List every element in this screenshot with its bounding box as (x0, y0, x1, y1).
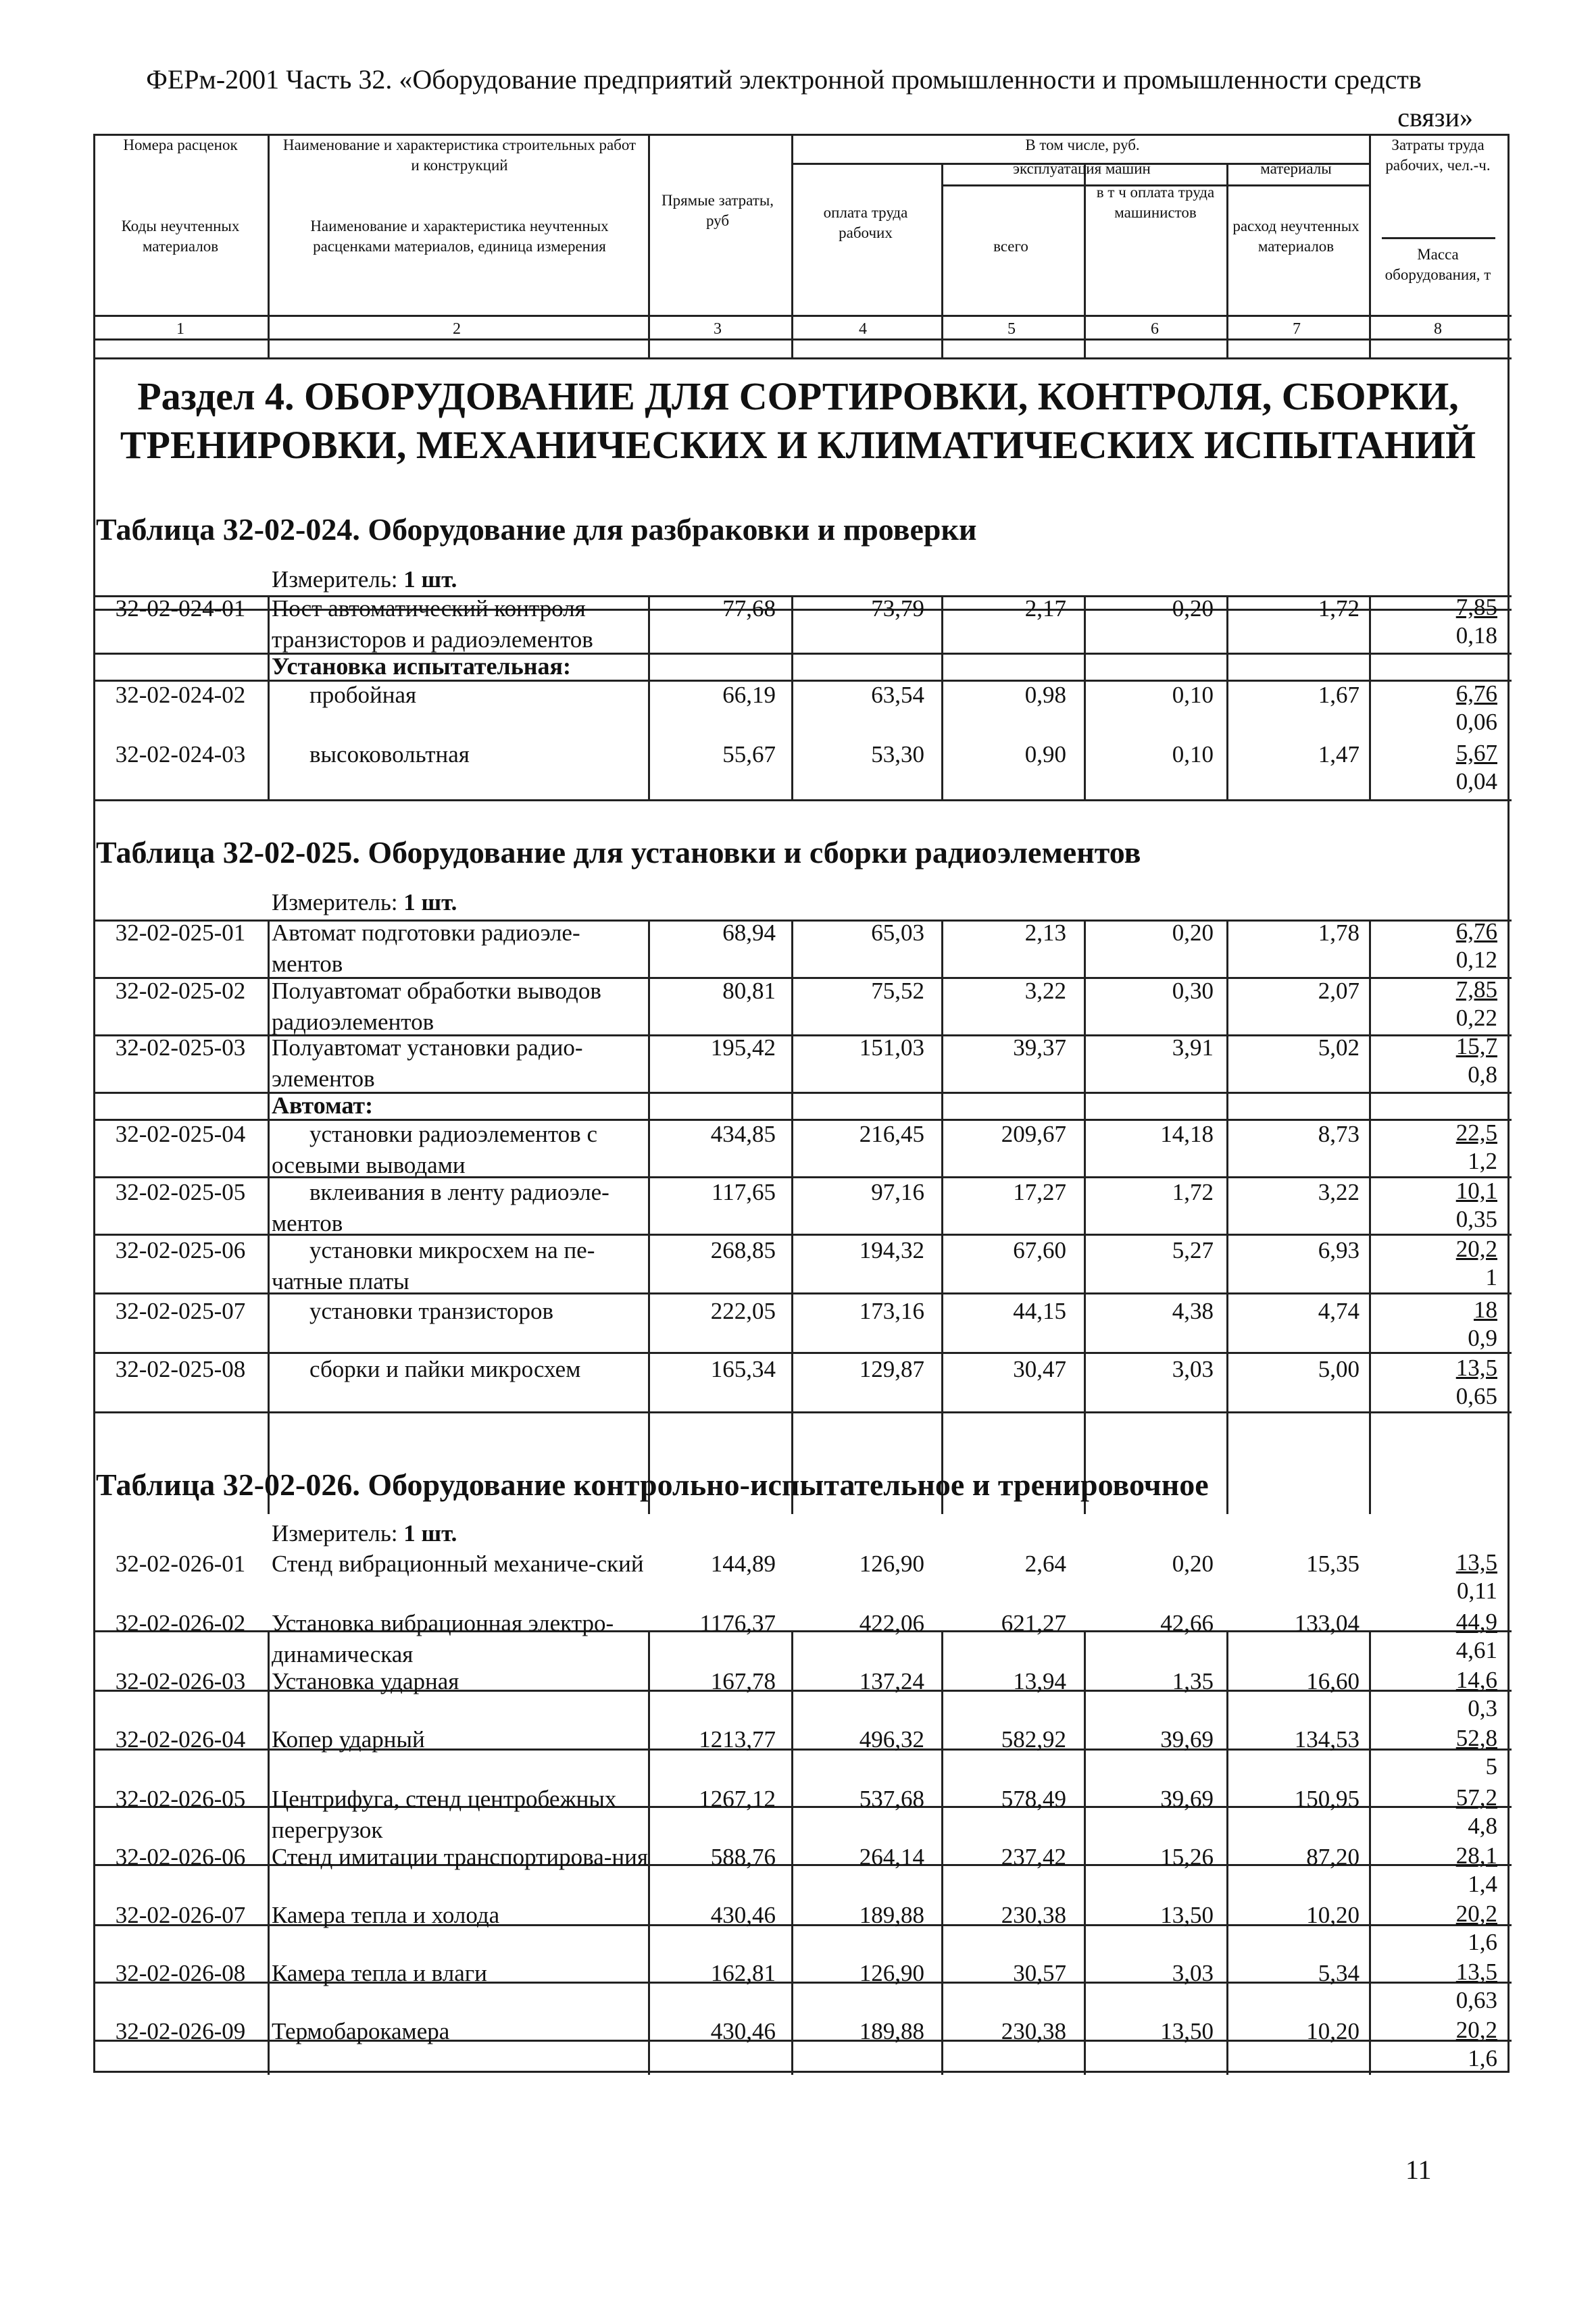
row-name: Копер ударный (272, 1726, 425, 1753)
wage-value: 537,68 (859, 1786, 924, 1812)
header-total: всего (993, 238, 1028, 255)
row-name: Полуавтомат установки радио-элементов (272, 1034, 583, 1092)
page-header (95, 59, 1473, 138)
direct-costs-value: 1213,77 (699, 1726, 776, 1753)
labor-mass-cell (1372, 1958, 1497, 2015)
machinist-value: 13,50 (1160, 1902, 1214, 1928)
mass-value: 0,63 (1455, 1987, 1497, 2013)
wage-value: 189,88 (859, 2018, 924, 2044)
materials-value: 5,02 (1318, 1034, 1360, 1061)
mass-value: 0,04 (1455, 768, 1497, 795)
direct-costs-value: 165,34 (710, 1356, 776, 1382)
mass-value: 0,3 (1468, 1695, 1497, 1721)
col-number: 2 (453, 320, 461, 338)
machinist-value: 0,20 (1172, 1551, 1214, 1577)
materials-value: 134,53 (1294, 1726, 1360, 1753)
row-name: высоковольтная (309, 741, 470, 768)
row-name: Автомат подготовки радиоэле-ментов (272, 920, 580, 977)
labor-mass-cell (1372, 1119, 1497, 1176)
materials-value: 1,47 (1318, 741, 1360, 768)
labor-value: 14,6 (1455, 1667, 1497, 1693)
section-title-line-2: ТРЕНИРОВКИ, МЕХАНИЧЕСКИХ И КЛИМАТИЧЕСКИХ ИСПЫТАНИЙ (120, 423, 1476, 467)
materials-value: 2,07 (1318, 978, 1360, 1004)
labor-mass-cell (1372, 1032, 1497, 1089)
labor-value: 7,85 (1455, 594, 1497, 620)
machines-value: 2,17 (1024, 595, 1066, 622)
wage-value: 496,32 (859, 1726, 924, 1753)
wage-value: 422,06 (859, 1610, 924, 1636)
measure-unit: Измеритель: 1 шт. (272, 889, 457, 915)
row-name: Пост автоматический контроля транзисторов и радиоэлементов (272, 595, 593, 653)
labor-mass-cell (1372, 1354, 1497, 1411)
header-col1-top: Номера расценок (123, 136, 238, 153)
row-code: 32-02-026-09 (115, 2018, 246, 2044)
machinist-value: 39,69 (1160, 1726, 1214, 1753)
row-code: 32-02-026-07 (115, 1902, 246, 1928)
machinist-value: 3,03 (1172, 1356, 1214, 1382)
materials-value: 4,74 (1318, 1298, 1360, 1324)
labor-mass-cell (1372, 593, 1497, 650)
materials-value: 5,34 (1318, 1960, 1360, 1986)
table-title: Таблица 32-02-025. Оборудование для установки и сборки радиоэлементов (96, 835, 1141, 870)
direct-costs-value: 117,65 (712, 1179, 776, 1205)
header-including: В том числе, руб. (1025, 136, 1140, 153)
mass-value: 1,4 (1468, 1871, 1497, 1897)
row-code: 32-02-026-06 (115, 1844, 246, 1870)
wage-value: 53,30 (871, 741, 924, 768)
col-number: 8 (1434, 320, 1442, 338)
direct-costs-value: 68,94 (722, 920, 776, 946)
row-code: 32-02-024-03 (115, 741, 246, 768)
header-line-2: связи» (1397, 102, 1473, 132)
col-number: 3 (714, 320, 722, 338)
wage-value: 194,32 (859, 1237, 924, 1263)
row-code: 32-02-025-05 (115, 1179, 246, 1205)
machines-value: 13,94 (1013, 1668, 1066, 1694)
col-number: 1 (176, 320, 184, 338)
wage-value: 126,90 (859, 1551, 924, 1577)
wage-value: 189,88 (859, 1902, 924, 1928)
row-name: Установка вибрационная электро-динамическая (272, 1610, 614, 1667)
direct-costs-value: 144,89 (710, 1551, 776, 1577)
machines-value: 621,27 (1001, 1610, 1066, 1636)
header-exploitation: эксплуатация машин (1013, 160, 1151, 177)
subheading: Автомат: (272, 1092, 374, 1119)
labor-value: 18 (1474, 1297, 1497, 1323)
labor-value: 10,1 (1455, 1178, 1497, 1204)
labor-mass-cell (1372, 739, 1497, 796)
machines-value: 0,98 (1024, 682, 1066, 708)
header-rule (95, 357, 1512, 359)
page-number: 11 (1405, 2155, 1432, 2185)
labor-mass-cell (1372, 1842, 1497, 1898)
machines-value: 30,47 (1013, 1356, 1066, 1382)
col-divider (268, 1630, 270, 2075)
materials-value: 87,20 (1306, 1844, 1360, 1870)
header-col1-bottom: Коды неучтенных материалов (121, 218, 240, 255)
machinist-value: 5,27 (1172, 1237, 1214, 1263)
mass-value: 5 (1485, 1753, 1497, 1780)
row-code: 32-02-026-01 (115, 1551, 246, 1577)
row-name: Стенд вибрационный механиче-ский (272, 1551, 644, 1577)
materials-value: 10,20 (1306, 1902, 1360, 1928)
wage-value: 73,79 (871, 595, 924, 622)
labor-mass-cell (1372, 917, 1497, 974)
header-rule (1382, 237, 1495, 239)
direct-costs-value: 162,81 (710, 1960, 776, 1986)
row-name: Камера тепла и холода (272, 1902, 500, 1928)
row-code: 32-02-026-03 (115, 1668, 246, 1694)
mass-value: 0,9 (1468, 1325, 1497, 1351)
row-code: 32-02-025-04 (115, 1121, 246, 1147)
direct-costs-value: 1267,12 (699, 1786, 776, 1812)
col-divider (268, 920, 270, 1514)
row-name: Полуавтомат обработки выводов радиоэлементов (272, 978, 601, 1035)
labor-value: 28,1 (1455, 1842, 1497, 1869)
labor-mass-cell (1372, 1235, 1497, 1292)
header-materials: материалы (1260, 160, 1332, 177)
direct-costs-value: 430,46 (710, 2018, 776, 2044)
machines-value: 3,22 (1024, 978, 1066, 1004)
direct-costs-value: 588,76 (710, 1844, 776, 1870)
header-wage: оплата труда рабочих (823, 204, 908, 241)
row-code: 32-02-026-02 (115, 1610, 246, 1636)
col-divider (1084, 920, 1086, 1514)
row-name: установки микросхем на пе-чатные платы (272, 1237, 595, 1294)
labor-value: 7,85 (1455, 976, 1497, 1003)
header-line-1: ФЕРм-2001 Часть 32. «Оборудование предприятий электронной промышленности и промышленности средств (146, 64, 1422, 95)
header-mass: Масса оборудования, т (1385, 246, 1491, 283)
machinist-value: 0,10 (1172, 741, 1214, 768)
direct-costs-value: 222,05 (710, 1298, 776, 1324)
table-title: Таблица 32-02-024. Оборудование для разбраковки и проверки (96, 512, 977, 547)
col-divider (1226, 920, 1228, 1514)
machines-value: 582,92 (1001, 1726, 1066, 1753)
row-code: 32-02-025-02 (115, 978, 246, 1004)
materials-value: 6,93 (1318, 1237, 1360, 1263)
row-code: 32-02-025-06 (115, 1237, 246, 1263)
labor-value: 20,2 (1455, 2017, 1497, 2043)
col-number: 5 (1007, 320, 1016, 338)
labor-value: 13,5 (1455, 1959, 1497, 1985)
labor-mass-cell (1372, 2016, 1497, 2073)
direct-costs-value: 1176,37 (699, 1610, 776, 1636)
labor-value: 52,8 (1455, 1725, 1497, 1751)
machines-value: 230,38 (1001, 2018, 1066, 2044)
col-divider (1369, 920, 1371, 1514)
labor-value: 44,9 (1455, 1609, 1497, 1635)
mass-value: 0,12 (1455, 947, 1497, 973)
col-divider (791, 920, 793, 1514)
direct-costs-value: 66,19 (722, 682, 776, 708)
row-rule (95, 1411, 1512, 1413)
materials-value: 150,95 (1294, 1786, 1360, 1812)
row-code: 32-02-026-04 (115, 1726, 246, 1753)
labor-value: 5,67 (1455, 740, 1497, 766)
wage-value: 97,16 (871, 1179, 924, 1205)
header-rule (95, 315, 1512, 317)
machines-value: 209,67 (1001, 1121, 1066, 1147)
mass-value: 0,18 (1455, 622, 1497, 649)
row-name: пробойная (309, 682, 417, 708)
machines-value: 17,27 (1013, 1179, 1066, 1205)
machinist-value: 42,66 (1160, 1610, 1214, 1636)
labor-mass-cell (1372, 1177, 1497, 1234)
mass-value: 1,2 (1468, 1148, 1497, 1174)
labor-mass-cell (1372, 1666, 1497, 1723)
measure-unit: Измеритель: 1 шт. (272, 566, 457, 593)
row-code: 32-02-025-03 (115, 1034, 246, 1061)
labor-value: 20,2 (1455, 1901, 1497, 1927)
header-labor: Затраты труда рабочих, чел.-ч. (1385, 136, 1491, 174)
materials-value: 16,60 (1306, 1668, 1360, 1694)
mass-value: 0,11 (1457, 1578, 1497, 1604)
row-code: 32-02-026-08 (115, 1960, 246, 1986)
machines-value: 237,42 (1001, 1844, 1066, 1870)
header-materials-consumption: расход неучтенных материалов (1232, 218, 1360, 255)
wage-value: 65,03 (871, 920, 924, 946)
row-code: 32-02-024-02 (115, 682, 246, 708)
machines-value: 2,13 (1024, 920, 1066, 946)
machines-value: 67,60 (1013, 1237, 1066, 1263)
row-code: 32-02-024-01 (115, 595, 246, 622)
machines-value: 2,64 (1024, 1551, 1066, 1577)
machines-value: 30,57 (1013, 1960, 1066, 1986)
col-divider (1369, 595, 1371, 799)
wage-value: 173,16 (859, 1298, 924, 1324)
mass-value: 0,8 (1468, 1061, 1497, 1088)
labor-value: 6,76 (1455, 918, 1497, 945)
machinist-value: 39,69 (1160, 1786, 1214, 1812)
machinist-value: 0,20 (1172, 920, 1214, 946)
row-name: установки транзисторов (309, 1298, 553, 1324)
wage-value: 75,52 (871, 978, 924, 1004)
measure-unit: Измеритель: 1 шт. (272, 1520, 457, 1546)
labor-mass-cell (1372, 976, 1497, 1032)
header-col2-top: Наименование и характеристика строительных работ и конструкций (282, 136, 637, 174)
materials-value: 1,72 (1318, 595, 1360, 622)
mass-value: 0,65 (1455, 1383, 1497, 1409)
direct-costs-value: 77,68 (722, 595, 776, 622)
labor-mass-cell (1372, 1784, 1497, 1840)
row-code: 32-02-026-05 (115, 1786, 246, 1812)
col-divider (1369, 1630, 1371, 2075)
mass-value: 0,22 (1455, 1005, 1497, 1031)
row-name: Термобарокамера (272, 2018, 450, 2044)
labor-value: 20,2 (1455, 1236, 1497, 1262)
wage-value: 126,90 (859, 1960, 924, 1986)
wage-value: 264,14 (859, 1844, 924, 1870)
machinist-value: 3,91 (1172, 1034, 1214, 1061)
materials-value: 8,73 (1318, 1121, 1360, 1147)
machinist-value: 1,35 (1172, 1668, 1214, 1694)
mass-value: 0,06 (1455, 709, 1497, 735)
row-rule (95, 799, 1512, 801)
table-title: Таблица 32-02-026. Оборудование контрольно-испытательное и тренировочное (96, 1467, 1209, 1502)
machinist-value: 3,03 (1172, 1960, 1214, 1986)
mass-value: 1,6 (1468, 2045, 1497, 2071)
materials-value: 1,78 (1318, 920, 1360, 946)
row-code: 32-02-025-07 (115, 1298, 246, 1324)
materials-value: 133,04 (1294, 1610, 1360, 1636)
labor-value: 13,5 (1455, 1549, 1497, 1576)
machines-value: 39,37 (1013, 1034, 1066, 1061)
direct-costs-value: 268,85 (710, 1237, 776, 1263)
wage-value: 63,54 (871, 682, 924, 708)
row-name: Установка ударная (272, 1668, 459, 1694)
wage-value: 216,45 (859, 1121, 924, 1147)
machinist-value: 15,26 (1160, 1844, 1214, 1870)
labor-value: 57,2 (1455, 1784, 1497, 1811)
labor-mass-cell (1372, 1549, 1497, 1605)
machinist-value: 0,20 (1172, 595, 1214, 622)
materials-value: 1,67 (1318, 682, 1360, 708)
direct-costs-value: 430,46 (710, 1902, 776, 1928)
row-name: Центрифуга, стенд центробежных перегрузок (272, 1786, 617, 1843)
col-number: 6 (1151, 320, 1159, 338)
machines-value: 230,38 (1001, 1902, 1066, 1928)
row-name: вклеивания в ленту радиоэле-ментов (272, 1179, 609, 1236)
materials-value: 15,35 (1306, 1551, 1360, 1577)
row-name: установки радиоэлементов с осевыми выводами (272, 1121, 597, 1178)
labor-mass-cell (1372, 1608, 1497, 1665)
col-divider (268, 595, 270, 799)
header-machinist-wage: в т ч оплата труда машинистов (1096, 184, 1215, 221)
header-col2-bottom: Наименование и характеристика неучтенных расценками материалов, единица измерения (310, 218, 609, 255)
direct-costs-value: 434,85 (710, 1121, 776, 1147)
machines-value: 44,15 (1013, 1298, 1066, 1324)
mass-value: 1,6 (1468, 1929, 1497, 1955)
row-name: Стенд имитации транспортирова-ния (272, 1844, 648, 1870)
materials-value: 5,00 (1318, 1356, 1360, 1382)
row-name: сборки и пайки микросхем (309, 1356, 581, 1382)
col-divider (941, 920, 943, 1514)
wage-value: 129,87 (859, 1356, 924, 1382)
machinist-value: 14,18 (1160, 1121, 1214, 1147)
col-number: 7 (1293, 320, 1301, 338)
machinist-value: 4,38 (1172, 1298, 1214, 1324)
row-code: 32-02-025-08 (115, 1356, 246, 1382)
materials-value: 3,22 (1318, 1179, 1360, 1205)
mass-value: 4,61 (1455, 1637, 1497, 1663)
machinist-value: 1,72 (1172, 1179, 1214, 1205)
labor-mass-cell (1372, 1296, 1497, 1353)
header-direct-costs: Прямые затраты, руб (661, 192, 774, 229)
mass-value: 1 (1485, 1264, 1497, 1290)
materials-value: 10,20 (1306, 2018, 1360, 2044)
labor-value: 22,5 (1455, 1120, 1497, 1146)
row-name: Камера тепла и влаги (272, 1960, 487, 1986)
subheading: Установка испытательная: (272, 653, 571, 680)
direct-costs-value: 195,42 (710, 1034, 776, 1061)
machinist-value: 0,30 (1172, 978, 1214, 1004)
labor-value: 6,76 (1455, 680, 1497, 707)
col-divider (1369, 136, 1371, 357)
direct-costs-value: 55,67 (722, 741, 776, 768)
labor-value: 15,7 (1455, 1033, 1497, 1059)
machines-value: 0,90 (1024, 741, 1066, 768)
machines-value: 578,49 (1001, 1786, 1066, 1812)
labor-mass-cell (1372, 1724, 1497, 1781)
mass-value: 0,35 (1455, 1206, 1497, 1232)
direct-costs-value: 167,78 (710, 1668, 776, 1694)
row-code: 32-02-025-01 (115, 920, 246, 946)
labor-mass-cell (1372, 1900, 1497, 1957)
direct-costs-value: 80,81 (722, 978, 776, 1004)
labor-mass-cell (1372, 680, 1497, 736)
labor-value: 13,5 (1455, 1355, 1497, 1381)
wage-value: 137,24 (859, 1668, 924, 1694)
section-title-line-1: Раздел 4. ОБОРУДОВАНИЕ ДЛЯ СОРТИРОВКИ, КОНТРОЛЯ, СБОРКИ, (137, 374, 1459, 418)
mass-value: 4,8 (1468, 1813, 1497, 1839)
machinist-value: 13,50 (1160, 2018, 1214, 2044)
machinist-value: 0,10 (1172, 682, 1214, 708)
wage-value: 151,03 (859, 1034, 924, 1061)
col-number: 4 (859, 320, 867, 338)
